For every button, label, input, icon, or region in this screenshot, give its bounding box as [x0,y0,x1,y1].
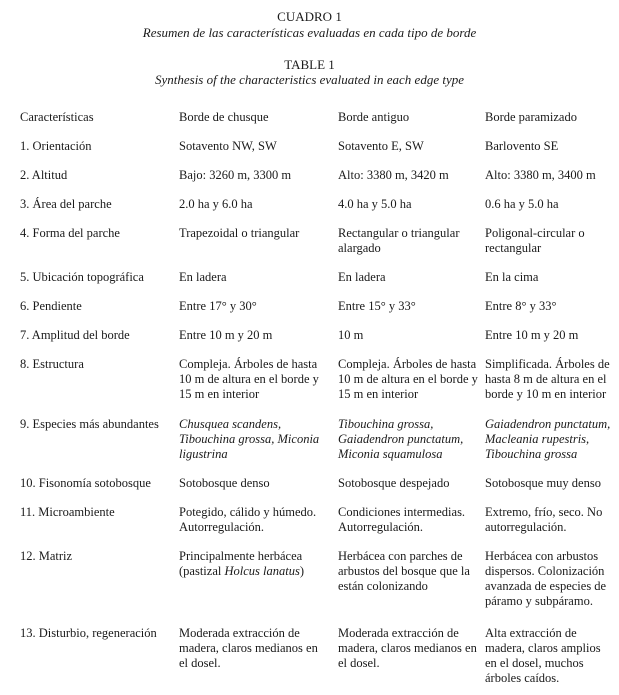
table-cell: 10 m [338,328,364,342]
table-cell: 0.6 ha y 5.0 ha [485,197,559,211]
row-label: 10. Fisonomía sotobosque [20,476,151,490]
row-label: 7. Amplitud del borde [20,328,130,342]
matrix-species-name: Holcus lanatus [224,564,300,578]
table-cell: Moderada extracción de madera, claros medianos en el dosel. [179,626,318,670]
table-cell: 2.0 ha y 6.0 ha [179,197,253,211]
table-cell: Sotobosque denso [179,476,270,490]
table-cell: Herbácea con parches de arbustos del bosque que la están colonizando [338,549,470,593]
table-cell: Sotavento E, SW [338,139,424,153]
table-cell [179,549,329,579]
row-label: 13. Disturbio, regeneración [20,626,157,640]
table-subtitle-en: Synthesis of the characteristics evaluated in each edge type [154,72,465,87]
table-cell: Sotobosque muy denso [485,476,601,490]
table-cell: Simplificada. Árboles de hasta 8 m de altura en el borde y 10 m en interior [485,357,610,401]
table-cell: Herbácea con arbustos dispersos. Colonización avanzada de especies de páramo y subpáramo. [485,549,607,608]
table-cell: Alto: 3380 m, 3400 m [485,168,596,182]
header-paramized-edge: Borde paramizado [485,110,577,124]
table-cell: Chusquea scandens, Tibouchina grossa, Miconia ligustrina [179,417,320,461]
row-label: 9. Especies más abundantes [20,417,159,431]
table-cell: En la cima [485,270,539,284]
row-label: 2. Altitud [20,168,68,182]
table-cell: Compleja. Árboles de hasta 10 m de altura en el borde y 15 m en interior [338,357,478,401]
table-title-es: CUADRO 1 [277,9,342,24]
table-cell: Sotavento NW, SW [179,139,277,153]
header-old-edge: Borde antiguo [338,110,410,124]
table-cell: Tibouchina grossa, Gaiadendron punctatum, Miconia squamulosa [338,417,464,461]
table-cell: Barlovento SE [485,139,559,153]
row-label: 5. Ubicación topográfica [20,270,144,284]
row-label: 6. Pendiente [20,299,82,313]
row-label: 8. Estructura [20,357,84,371]
table-cell: Entre 17° y 30° [179,299,257,313]
table-cell: Trapezoidal o triangular [179,226,300,240]
table-cell: Poligonal-circular o rectangular [485,226,585,255]
table-cell: Entre 8° y 33° [485,299,557,313]
table-cell: Sotobosque despejado [338,476,450,490]
table-subtitle-es: Resumen de las características evaluadas en cada tipo de borde [142,25,477,40]
row-label: 4. Forma del parche [20,226,120,240]
table-cell: Potegido, cálido y húmedo. Autorregulación. [179,505,317,534]
matrix-text: Principalmente herbácea (pastizal [179,549,303,578]
table-cell: Extremo, frío, seco. No autorregulación. [485,505,603,534]
table-cell: Gaiadendron punctatum, Macleania rupestris, Tibouchina grossa [485,417,611,461]
table-cell: Rectangular o triangular alargado [338,226,460,255]
table-cell: Entre 10 m y 20 m [485,328,579,342]
row-label: 12. Matriz [20,549,73,563]
table-cell: Entre 10 m y 20 m [179,328,273,342]
table-title-en: TABLE 1 [284,57,335,72]
table-cell: Condiciones intermedias. Autorregulación. [338,505,466,534]
matrix-close-paren: ) [299,564,304,578]
row-label: 3. Área del parche [20,197,112,211]
table-cell: Bajo: 3260 m, 3300 m [179,168,292,182]
table-cell: Compleja. Árboles de hasta 10 m de altura en el borde y 15 m en interior [179,357,319,401]
header-chusque-edge: Borde de chusque [179,110,269,124]
row-label: 1. Orientación [20,139,92,153]
table-cell: En ladera [179,270,227,284]
table-cell: En ladera [338,270,386,284]
table-cell: Alta extracción de madera, claros amplios en el dosel, muchos árboles caídos. [485,626,601,685]
header-characteristics: Características [20,110,94,124]
table-cell: Entre 15° y 33° [338,299,416,313]
table-cell: Moderada extracción de madera, claros medianos en el dosel. [338,626,477,670]
table-cell: Alto: 3380 m, 3420 m [338,168,449,182]
table-cell: 4.0 ha y 5.0 ha [338,197,412,211]
row-label: 11. Microambiente [20,505,115,519]
